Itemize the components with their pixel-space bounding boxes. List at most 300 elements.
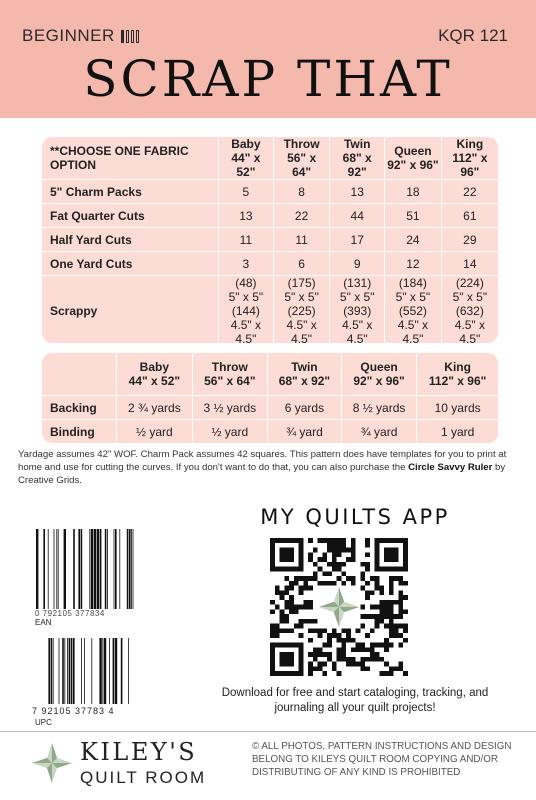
barcode-bar bbox=[115, 529, 117, 609]
qr-module bbox=[275, 633, 280, 638]
barcode-bar bbox=[84, 638, 85, 704]
table-cell: 9 bbox=[329, 251, 384, 275]
qr-module bbox=[280, 595, 285, 600]
qr-module bbox=[303, 586, 308, 591]
qr-module bbox=[375, 576, 380, 581]
qr-module bbox=[398, 581, 403, 586]
table-cell: 13 bbox=[329, 179, 384, 203]
qr-module bbox=[284, 605, 289, 610]
header-band bbox=[0, 0, 536, 118]
qr-module bbox=[398, 600, 403, 605]
qr-module bbox=[337, 652, 342, 657]
qr-module bbox=[280, 628, 285, 633]
barcode-bar bbox=[69, 638, 71, 704]
column-header: Queen 92" x 96" bbox=[384, 137, 441, 179]
table-row bbox=[42, 203, 498, 227]
table-cell: 44 bbox=[329, 203, 384, 227]
qr-module bbox=[322, 652, 327, 657]
qr-module bbox=[270, 600, 275, 605]
qr-module bbox=[389, 581, 394, 586]
qr-module bbox=[379, 605, 384, 610]
qr-module bbox=[284, 590, 289, 595]
column-header: King 112" x 96" bbox=[416, 353, 498, 395]
qr-module bbox=[360, 624, 365, 629]
qr-module bbox=[341, 638, 346, 643]
column-header: Twin 68" x 92" bbox=[267, 353, 341, 395]
barcode-bar bbox=[48, 638, 50, 704]
barcode-bar bbox=[36, 529, 38, 609]
qr-module bbox=[318, 557, 323, 562]
qr-module bbox=[356, 643, 361, 648]
qr-module bbox=[327, 581, 332, 586]
qr-module bbox=[379, 671, 384, 676]
barcode-bar bbox=[127, 529, 129, 609]
qr-module bbox=[365, 562, 370, 567]
skill-level-label: BEGINNER bbox=[22, 26, 115, 45]
qr-module bbox=[403, 609, 408, 614]
qr-module bbox=[308, 538, 313, 543]
qr-module bbox=[365, 538, 370, 543]
qr-module bbox=[327, 543, 332, 548]
qr-module bbox=[322, 552, 327, 557]
row-label: Scrappy bbox=[42, 275, 218, 346]
barcode-bar bbox=[81, 638, 82, 704]
barcode-bar bbox=[99, 638, 101, 704]
qr-module bbox=[270, 633, 275, 638]
qr-module bbox=[384, 624, 389, 629]
qr-module bbox=[341, 652, 346, 657]
qr-module bbox=[403, 581, 408, 586]
qr-module bbox=[275, 605, 280, 610]
qr-module bbox=[360, 662, 365, 667]
qr-module bbox=[303, 619, 308, 624]
qr-module bbox=[327, 657, 332, 662]
qr-module bbox=[332, 548, 337, 553]
barcode-bar bbox=[73, 638, 75, 704]
app-title: MY QUILTS APP bbox=[260, 505, 450, 529]
qr-module bbox=[284, 619, 289, 624]
qr-module bbox=[341, 628, 346, 633]
qr-module bbox=[322, 628, 327, 633]
qr-module bbox=[351, 552, 356, 557]
qr-module bbox=[394, 600, 399, 605]
pattern-code: KQR 121 bbox=[438, 26, 508, 45]
qr-module bbox=[337, 657, 342, 662]
qr-module bbox=[327, 638, 332, 643]
qr-module bbox=[303, 576, 308, 581]
qr-module bbox=[370, 576, 375, 581]
qr-module bbox=[337, 638, 342, 643]
qr-module bbox=[318, 666, 323, 671]
qr-module bbox=[370, 590, 375, 595]
qr-module bbox=[398, 662, 403, 667]
qr-module bbox=[346, 628, 351, 633]
table-row bbox=[42, 395, 498, 419]
barcode-bar bbox=[81, 529, 83, 609]
qr-module bbox=[337, 633, 342, 638]
qr-module bbox=[351, 647, 356, 652]
qr-module bbox=[308, 666, 313, 671]
qr-module bbox=[322, 662, 327, 667]
qr-module bbox=[365, 657, 370, 662]
qr-module bbox=[337, 671, 342, 676]
qr-module bbox=[341, 538, 346, 543]
barcode-bar bbox=[128, 638, 129, 704]
qr-module bbox=[351, 543, 356, 548]
barcode-bar bbox=[115, 638, 117, 704]
qr-module bbox=[318, 652, 323, 657]
qr-module bbox=[398, 666, 403, 671]
qr-module bbox=[313, 628, 318, 633]
qr-module bbox=[299, 590, 304, 595]
qr-module bbox=[346, 662, 351, 667]
column-header: Queen 92" x 96" bbox=[341, 353, 416, 395]
qr-module bbox=[360, 647, 365, 652]
qr-module bbox=[356, 628, 361, 633]
qr-module bbox=[289, 600, 294, 605]
star-logo-icon bbox=[30, 741, 74, 785]
qr-module bbox=[322, 643, 327, 648]
qr-module bbox=[389, 609, 394, 614]
qr-module bbox=[379, 609, 384, 614]
qr-module bbox=[375, 605, 380, 610]
qr-module bbox=[270, 609, 275, 614]
qr-module bbox=[375, 581, 380, 586]
qr-module bbox=[351, 538, 356, 543]
qr-module bbox=[389, 633, 394, 638]
qr-module bbox=[275, 586, 280, 591]
table-cell: ½ yard bbox=[192, 419, 267, 443]
column-header: Throw 56" x 64" bbox=[192, 353, 267, 395]
column-header: Baby 44" x 52" bbox=[218, 137, 273, 179]
qr-module bbox=[308, 552, 313, 557]
qr-module bbox=[332, 552, 337, 557]
table-cell: ½ yard bbox=[116, 419, 191, 443]
qr-module bbox=[308, 586, 313, 591]
qr-module bbox=[351, 657, 356, 662]
qr-module bbox=[346, 638, 351, 643]
qr-module bbox=[394, 614, 399, 619]
qr-module bbox=[280, 590, 285, 595]
qr-module bbox=[379, 590, 384, 595]
qr-module bbox=[365, 595, 370, 600]
qr-module bbox=[389, 624, 394, 629]
qr-module bbox=[384, 662, 389, 667]
qr-module bbox=[284, 600, 289, 605]
qr-module bbox=[389, 605, 394, 610]
qr-module bbox=[389, 619, 394, 624]
backing-binding-table bbox=[42, 353, 498, 443]
qr-module bbox=[341, 562, 346, 567]
qr-module bbox=[398, 633, 403, 638]
qr-module bbox=[313, 666, 318, 671]
upc-barcode bbox=[40, 638, 130, 704]
qr-module bbox=[280, 614, 285, 619]
barcode-bar bbox=[78, 529, 80, 609]
column-header: King 112" x 96" bbox=[441, 137, 498, 179]
table-cell: 5 bbox=[218, 179, 273, 203]
qr-module bbox=[398, 609, 403, 614]
qr-module bbox=[375, 643, 380, 648]
qr-module bbox=[370, 657, 375, 662]
row-label: One Yard Cuts bbox=[42, 251, 218, 275]
table-cell: 51 bbox=[384, 203, 441, 227]
qr-module bbox=[284, 586, 289, 591]
qr-module bbox=[365, 633, 370, 638]
qr-module bbox=[308, 600, 313, 605]
qr-module bbox=[346, 576, 351, 581]
qr-module bbox=[398, 624, 403, 629]
qr-module bbox=[384, 609, 389, 614]
barcode-bar bbox=[97, 529, 99, 609]
qr-module bbox=[360, 643, 365, 648]
qr-module bbox=[375, 614, 380, 619]
qr-module bbox=[360, 605, 365, 610]
table-cell: 24 bbox=[384, 227, 441, 251]
qr-module bbox=[394, 666, 399, 671]
qr-module bbox=[337, 552, 342, 557]
qr-module bbox=[384, 638, 389, 643]
qr-module bbox=[289, 628, 294, 633]
qr-module bbox=[299, 624, 304, 629]
qr-module bbox=[337, 543, 342, 548]
qr-module bbox=[289, 609, 294, 614]
qr-module bbox=[337, 576, 342, 581]
table-cell: 1 yard bbox=[416, 419, 498, 443]
barcode-bar bbox=[133, 529, 134, 609]
table-cell: (131) 5" x 5" (393) 4.5" x 4.5" bbox=[329, 275, 384, 346]
qr-module bbox=[351, 576, 356, 581]
qr-finder bbox=[384, 548, 398, 562]
qr-module bbox=[365, 552, 370, 557]
app-description: Download for free and start cataloging, tracking, and journaling all your quilt projects! bbox=[221, 687, 489, 714]
yardage-note: Yardage assumes 42" WOF. Charm Pack assumes 42 squares. This pattern does have templates for you to print at home and use for cutting the curves. If you don't want to do that, you can also purchase the Circle Savvy Ruler by Creative Grids. bbox=[18, 449, 507, 486]
qr-module bbox=[360, 614, 365, 619]
qr-module bbox=[289, 605, 294, 610]
qr-module bbox=[384, 600, 389, 605]
qr-module bbox=[313, 571, 318, 576]
qr-module bbox=[379, 600, 384, 605]
barcode-bar bbox=[62, 638, 64, 704]
qr-module bbox=[403, 624, 408, 629]
qr-module bbox=[375, 619, 380, 624]
qr-module bbox=[341, 581, 346, 586]
barcode-bar bbox=[100, 529, 102, 609]
qr-module bbox=[394, 624, 399, 629]
qr-module bbox=[360, 562, 365, 567]
column-header: Throw 56" x 64" bbox=[273, 137, 329, 179]
qr-module bbox=[337, 548, 342, 553]
qr-module bbox=[308, 576, 313, 581]
qr-module bbox=[389, 643, 394, 648]
qr-module bbox=[365, 647, 370, 652]
qr-module bbox=[322, 571, 327, 576]
pattern-title: SCRAP THAT bbox=[83, 50, 453, 108]
qr-module bbox=[360, 657, 365, 662]
qr-module bbox=[332, 562, 337, 567]
qr-module bbox=[313, 576, 318, 581]
qr-module bbox=[313, 657, 318, 662]
qr-module bbox=[332, 633, 337, 638]
qr-module bbox=[365, 590, 370, 595]
qr-module bbox=[294, 581, 299, 586]
qr-module bbox=[303, 605, 308, 610]
qr-module bbox=[327, 652, 332, 657]
qr-module bbox=[394, 576, 399, 581]
qr-module bbox=[270, 624, 275, 629]
qr-module bbox=[332, 581, 337, 586]
qr-module bbox=[384, 671, 389, 676]
qr-module bbox=[332, 628, 337, 633]
skill-level bbox=[22, 26, 139, 46]
qr-module bbox=[308, 662, 313, 667]
qr-module bbox=[284, 576, 289, 581]
qr-module bbox=[394, 628, 399, 633]
qr-module bbox=[384, 643, 389, 648]
qr-module bbox=[299, 605, 304, 610]
qr-code[interactable] bbox=[270, 538, 408, 676]
qr-module bbox=[351, 638, 356, 643]
barcode-bar bbox=[131, 529, 132, 609]
table-row bbox=[42, 179, 498, 203]
qr-module bbox=[327, 643, 332, 648]
table-cell: (48) 5" x 5" (144) 4.5" x 4.5" bbox=[218, 275, 273, 346]
qr-module bbox=[389, 600, 394, 605]
table-cell: 10 yards bbox=[416, 395, 498, 419]
table-cell: 3 ½ yards bbox=[192, 395, 267, 419]
copyright-notice: © ALL PHOTOS, PATTERN INSTRUCTIONS AND DESIGN BELONG TO KILEYS QUILT ROOM COPYING AND/OR DISTRIBUTING OF ANY KIND IS PROHIBITED bbox=[252, 741, 512, 778]
qr-module bbox=[389, 671, 394, 676]
table-cell: 17 bbox=[329, 227, 384, 251]
table-cell: (184) 5" x 5" (552) 4.5" x 4.5" bbox=[384, 275, 441, 346]
barcode-bar bbox=[94, 529, 96, 609]
barcode-bar bbox=[71, 638, 73, 704]
qr-module bbox=[351, 548, 356, 553]
qr-module bbox=[332, 557, 337, 562]
qr-module bbox=[327, 571, 332, 576]
qr-module bbox=[346, 657, 351, 662]
barcode-bar bbox=[114, 529, 115, 609]
qr-module bbox=[289, 581, 294, 586]
table-corner-empty bbox=[42, 353, 116, 395]
qr-module bbox=[389, 586, 394, 591]
barcode-bar bbox=[104, 638, 106, 704]
level-bars-icon bbox=[121, 30, 139, 43]
row-label: Binding bbox=[42, 419, 116, 443]
table-cell: 14 bbox=[441, 251, 498, 275]
qr-module bbox=[398, 576, 403, 581]
qr-module bbox=[375, 657, 380, 662]
table-row bbox=[42, 419, 498, 443]
table-cell: ¾ yard bbox=[341, 419, 416, 443]
qr-module bbox=[308, 671, 313, 676]
qr-module bbox=[313, 548, 318, 553]
table-cell: 22 bbox=[441, 179, 498, 203]
barcode-bar bbox=[58, 529, 59, 609]
brand-subtitle: QUILT ROOM bbox=[80, 768, 207, 787]
qr-module bbox=[384, 647, 389, 652]
qr-module bbox=[341, 647, 346, 652]
qr-module bbox=[299, 619, 304, 624]
qr-module bbox=[394, 633, 399, 638]
barcode-bar bbox=[73, 529, 75, 609]
qr-module bbox=[389, 614, 394, 619]
qr-module bbox=[389, 666, 394, 671]
table-row-scrappy bbox=[42, 275, 498, 346]
qr-module bbox=[398, 595, 403, 600]
qr-module bbox=[398, 590, 403, 595]
table-cell: 13 bbox=[218, 203, 273, 227]
barcode-bar bbox=[59, 638, 60, 704]
table-cell: 2 ¾ yards bbox=[116, 395, 191, 419]
qr-module bbox=[313, 562, 318, 567]
qr-module bbox=[308, 557, 313, 562]
barcode-bar bbox=[107, 529, 108, 609]
qr-module bbox=[375, 624, 380, 629]
qr-module bbox=[289, 595, 294, 600]
qr-module bbox=[346, 557, 351, 562]
qr-module bbox=[308, 652, 313, 657]
qr-module bbox=[365, 614, 370, 619]
qr-module bbox=[346, 548, 351, 553]
table-cell: 8 bbox=[273, 179, 329, 203]
qr-module bbox=[379, 657, 384, 662]
barcode-bar bbox=[91, 638, 92, 704]
table-cell: 12 bbox=[384, 251, 441, 275]
qr-module bbox=[327, 633, 332, 638]
table-cell: 61 bbox=[441, 203, 498, 227]
barcode-bar bbox=[102, 638, 103, 704]
qr-module bbox=[370, 647, 375, 652]
qr-module bbox=[332, 538, 337, 543]
qr-module bbox=[327, 562, 332, 567]
qr-module bbox=[308, 619, 313, 624]
qr-module bbox=[337, 538, 342, 543]
qr-module bbox=[356, 662, 361, 667]
fabric-requirements-table bbox=[42, 137, 498, 346]
qr-module bbox=[375, 586, 380, 591]
qr-module bbox=[299, 586, 304, 591]
qr-module bbox=[332, 543, 337, 548]
qr-module bbox=[351, 557, 356, 562]
qr-module bbox=[379, 643, 384, 648]
barcode-bar bbox=[53, 638, 54, 704]
barcode-bar bbox=[64, 529, 66, 609]
qr-module bbox=[318, 647, 323, 652]
ean-number: 0 792105 377834 bbox=[35, 609, 105, 618]
table-cell: 11 bbox=[273, 227, 329, 251]
qr-finder bbox=[280, 652, 294, 666]
qr-module bbox=[375, 652, 380, 657]
qr-module bbox=[313, 619, 318, 624]
barcode-bar bbox=[109, 638, 110, 704]
qr-module bbox=[337, 562, 342, 567]
qr-module bbox=[370, 643, 375, 648]
qr-module bbox=[341, 571, 346, 576]
table-cell: (175) 5" x 5" (225) 4.5" x 4.5" bbox=[273, 275, 329, 346]
qr-module bbox=[389, 590, 394, 595]
barcode-bar bbox=[48, 529, 49, 609]
qr-module bbox=[294, 576, 299, 581]
qr-module bbox=[341, 543, 346, 548]
qr-module bbox=[356, 647, 361, 652]
qr-module bbox=[289, 586, 294, 591]
qr-module bbox=[341, 548, 346, 553]
qr-module bbox=[389, 576, 394, 581]
qr-module bbox=[370, 605, 375, 610]
qr-module bbox=[322, 557, 327, 562]
table-cell: 22 bbox=[273, 203, 329, 227]
